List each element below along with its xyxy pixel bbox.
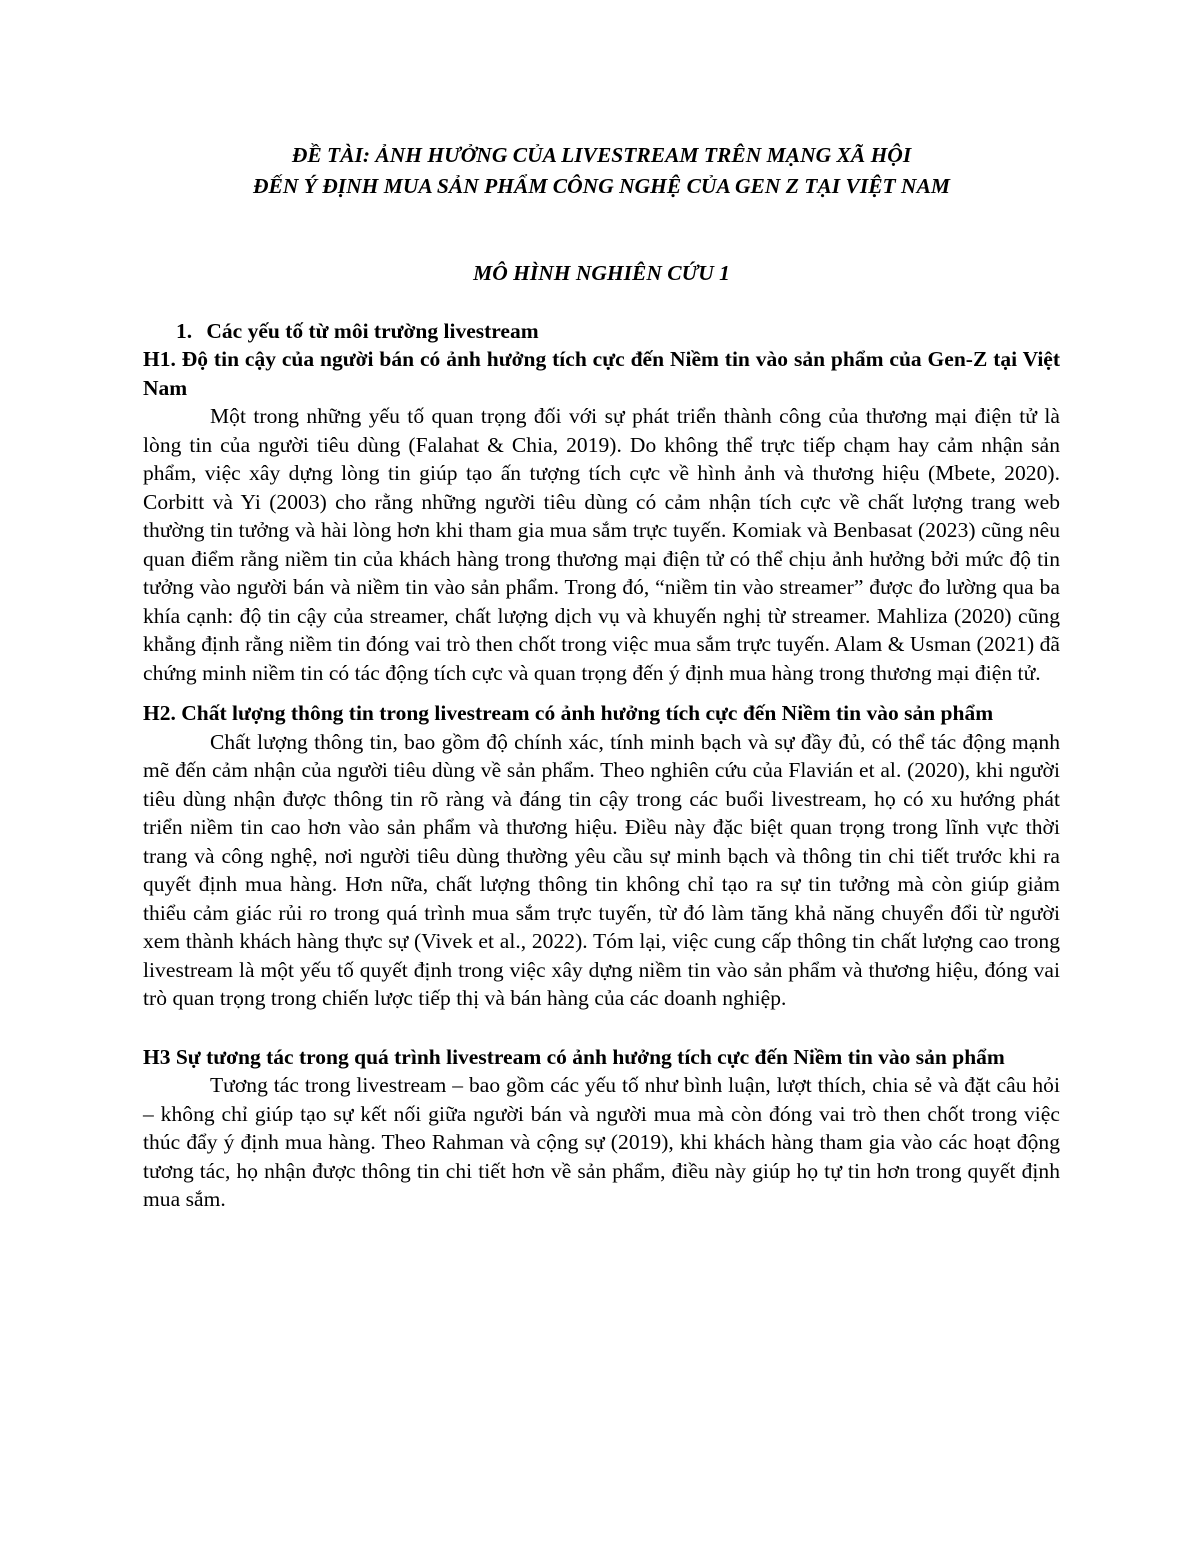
- title-line-2: ĐẾN Ý ĐỊNH MUA SẢN PHẨM CÔNG NGHỆ CỦA GEN Z TẠI VIỆT NAM: [252, 174, 951, 198]
- document-title: [143, 140, 1060, 202]
- hypothesis-heading-h2: H2. Chất lượng thông tin trong livestream có ảnh hưởng tích cực đến Niềm tin vào sản phẩm: [143, 701, 994, 725]
- hypothesis-body-h2: Chất lượng thông tin, bao gồm độ chính xác, tính minh bạch và sự đầy đủ, có thể tác động mạnh mẽ đến cảm nhận của người tiêu dùng về sản phẩm. Theo nghiên cứu của Flavián et al. (2020), khi người tiêu dùng nhận được thông tin rõ ràng và đáng tin cậy trong các buổi livestream, họ có xu hướng phát triển niềm tin cao hơn vào sản phẩm và thương hiệu. Điều này đặc biệt quan trọng trong lĩnh vực thời trang và công nghệ, nơi người tiêu dùng thường yêu cầu sự minh bạch và thông tin chi tiết trước khi ra quyết định mua hàng. Hơn nữa, chất lượng thông tin không chỉ tạo ra sự tin tưởng mà còn giúp giảm thiểu cảm giác rủi ro trong quá trình mua sắm trực tuyến, từ đó làm tăng khả năng chuyển đổi từ người xem thành khách hàng thực sự (Vivek et al., 2022). Tóm lại, việc cung cấp thông tin chất lượng cao trong livestream là một yếu tố quyết định trong việc xây dựng niềm tin vào sản phẩm và thương hiệu, đóng vai trò quan trọng trong chiến lược tiếp thị và bán hàng của các doanh nghiệp.: [143, 729, 1060, 1010]
- hypothesis-heading-h1: H1. Độ tin cậy của người bán có ảnh hưởng tích cực đến Niềm tin vào sản phẩm của Gen-Z tại Việt Nam: [143, 347, 1060, 400]
- section-title: Các yếu tố từ môi trường livestream: [206, 319, 539, 343]
- document-page: [143, 140, 1060, 1214]
- title-line-1: ĐỀ TÀI: ẢNH HƯỞNG CỦA LIVESTREAM TRÊN MẠNG XÃ HỘI: [291, 143, 912, 167]
- hypothesis-body-h3: Tương tác trong livestream – bao gồm các yếu tố như bình luận, lượt thích, chia sẻ và đặt câu hỏi – không chỉ giúp tạo sự kết nối giữa người bán và người mua mà còn đóng vai trò then chốt trong việc thúc đẩy ý định mua hàng. Theo Rahman và cộng sự (2019), khi khách hàng tham gia vào các hoạt động tương tác, họ nhận được thông tin chi tiết hơn về sản phẩm, điều này giúp họ tự tin hơn trong quyết định mua sắm.: [143, 1073, 1060, 1211]
- model-heading: MÔ HÌNH NGHIÊN CỨU 1: [473, 261, 730, 285]
- hypothesis-body-h1: Một trong những yếu tố quan trọng đối với sự phát triển thành công của thương mại điện tử là lòng tin của người tiêu dùng (Falahat & Chia, 2019). Do không thể trực tiếp chạm hay cảm nhận sản phẩm, việc xây dựng lòng tin giúp tạo ấn tượng tích cực về hình ảnh và thương hiệu (Mbete, 2020). Corbitt và Yi (2003) cho rằng những người tiêu dùng có cảm nhận tích cực về chất lượng trang web thường tin tưởng và hài lòng hơn khi tham gia mua sắm trực tuyến. Komiak và Benbasat (2023) cũng nêu quan điểm rằng niềm tin của khách hàng trong thương mại điện tử có thể chịu ảnh hưởng bởi mức độ tin tưởng vào người bán và niềm tin vào sản phẩm. Trong đó, “niềm tin vào streamer” được đo lường qua ba khía cạnh: độ tin cậy của streamer, chất lượng dịch vụ và khuyến nghị từ streamer. Mahliza (2020) cũng khẳng định rằng niềm tin đóng vai trò then chốt trong việc mua sắm trực tuyến. Alam & Usman (2021) đã chứng minh niềm tin có tác động tích cực và quan trọng đến ý định mua hàng trong thương mại điện tử.: [143, 404, 1060, 685]
- section-heading-1: [143, 317, 1060, 345]
- section-number: 1.: [176, 319, 193, 343]
- hypothesis-heading-h3: H3 Sự tương tác trong quá trình livestream có ảnh hưởng tích cực đến Niềm tin vào sản phẩm: [143, 1044, 1005, 1069]
